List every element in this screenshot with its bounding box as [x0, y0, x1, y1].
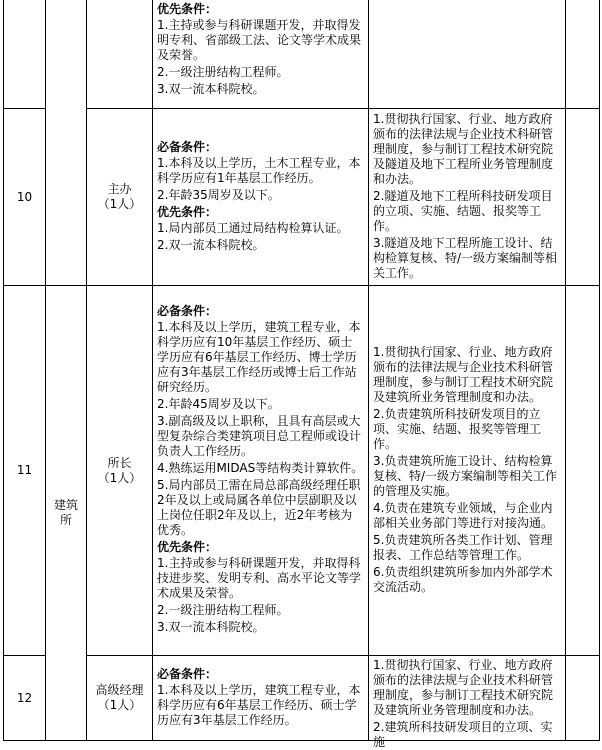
- list-item: 3.双一流本科院校。: [157, 620, 265, 634]
- list-item: 3.双一流本科院校。: [157, 82, 265, 96]
- list-item: 2.一级注册结构工程师。: [157, 65, 289, 79]
- list-item: 6.负责组织建筑所参加内外部学术交流活动。: [373, 564, 553, 594]
- no-cell: [3, 0, 46, 109]
- requirements-cell: 必备条件： 1.本科及以上学历，土木工程专业，本科学历应有1年基层工作经历。 2.年龄35周岁及以下。 优先条件： 1.局内部员工通过局结构检算认证。 2.双一流本科院校。: [152, 108, 369, 286]
- department-cell: [45, 0, 87, 286]
- remarks-cell: [565, 655, 600, 741]
- duties-cell: [368, 285, 566, 656]
- requirements-cell: 必备条件： 1.本科及以上学历，建筑工程专业，本科学历应有10年基层工作经历、硕士学历应有6年基层工作经历、博士学历应有3年基层工作经历或博士后工作站研究经历。 2.年龄45周岁及以下。 3.副高级及以上职称，且具有高层或大型复杂综合类建筑项目总工程师或设计负责人工作经历。 4.熟练运用MIDAS等结构类计算软件。 5.局内部员工需在局总部高级经理任职2年及以上或局属各单位中层副职及以上岗位任职2年及以上，近2年考核为优秀。 优先条件： 1.主持或参与科研课题开发，并取得科技进步奖、发明专利、高水平论文等学术成果及荣誉。 2.一级注册结构工程师。 3.双一流本科院校。: [152, 285, 369, 656]
- remarks-cell: [565, 0, 600, 109]
- no-cell: 12: [3, 655, 46, 741]
- remarks-cell: [565, 285, 600, 656]
- list-item: 5.负责建筑所各类工作计划、管理报表、工作总结等管理工作。: [373, 532, 553, 562]
- list-item: 3.负责建筑所施工设计、结构检算复核、特/一级方案编制等相关工作的管理及实施。: [373, 453, 558, 498]
- list-item: 2.年龄35周岁及以下。: [157, 187, 280, 202]
- duties-cell: [368, 108, 566, 286]
- list-item: 3.隧道及地下工程所施工设计、结构检算复核、特/一级方案编制等相关工作。: [373, 235, 558, 280]
- list-item: 1.贯彻执行国家、行业、地方政府颁布的法律法规与企业技术科研管理制度，参与制订工程技术研究院及建筑所业务管理制度和办法。: [373, 344, 554, 404]
- list-item: 2.双一流本科院校。: [157, 237, 265, 252]
- list-item: 1.贯彻执行国家、行业、地方政府颁布的法律法规与企业技术科研管理制度，参与制订工程技术研究院及隧道及地下工程所业务管理制度和办法。: [373, 111, 554, 186]
- list-item: 1.局内部员工通过局结构检算认证。: [157, 220, 349, 235]
- list-item: 1.本科及以上学历，建筑工程专业，本科学历应有6年基层工作经历、硕士学历应有3年基层工作经历。: [157, 682, 361, 727]
- list-item: 3.副高级及以上职称，且具有高层或大型复杂综合类建筑项目总工程师或设计负责人工作经历。: [157, 414, 362, 458]
- requirements-cell: 优先条件： 1.主持或参与科研课题开发，并取得发明专利、省部级工法、论文等学术成果及荣誉。 2.一级注册结构工程师。 3.双一流本科院校。: [152, 0, 369, 109]
- duties-cell: [368, 655, 566, 749]
- list-item: 4.负责在建筑专业领域，与企业内部相关业务部门等进行对接沟通。: [373, 500, 554, 530]
- list-item: 4.熟练运用MIDAS等结构类计算软件。: [157, 461, 364, 475]
- list-item: 2.年龄45周岁及以下。: [157, 397, 280, 411]
- no-cell: 10: [3, 108, 46, 286]
- department-cell: 建筑所: [45, 285, 87, 741]
- duties-cell: [368, 0, 566, 109]
- position-cell: 主办 （1人）: [86, 108, 153, 286]
- list-item: 1.主持或参与科研课题开发，并取得科技进步奖、发明专利、高水平论文等学术成果及荣誉。: [157, 556, 362, 600]
- no-cell: 11: [3, 285, 46, 656]
- list-item: 2.一级注册结构工程师。: [157, 603, 289, 617]
- list-item: 1.主持或参与科研课题开发，并取得发明专利、省部级工法、论文等学术成果及荣誉。: [157, 18, 362, 62]
- list-item: 1.贯彻执行国家、行业、地方政府颁布的法律法规与企业技术科研管理制度，参与制订工程技术研究院及建筑所业务管理制度和办法。: [373, 658, 554, 717]
- list-item: 2.隧道及地下工程所科技研发项目的立项、实施、结题、报奖等工作。: [373, 188, 553, 233]
- list-item: 1.本科及以上学历，建筑工程专业，本科学历应有10年基层工作经历、硕士学历应有6年基层工作经历、博士学历应有3年基层工作经历或博士后工作站研究经历。: [157, 320, 361, 394]
- list-item: 2.建筑所科技研发项目的立项、实施: [373, 720, 553, 749]
- list-item: 1.本科及以上学历，土木工程专业，本科学历应有1年基层工作经历。: [157, 155, 361, 185]
- position-cell: [86, 0, 153, 109]
- position-cell: 高级经理 （1人）: [86, 655, 153, 741]
- list-item: 5.局内部员工需在局总部高级经理任职2年及以上或局属各单位中层副职及以上岗位任职2年及以上，近2年考核为优秀。: [157, 478, 361, 537]
- remarks-cell: [565, 108, 600, 286]
- position-cell: 所长 （1人）: [86, 285, 153, 656]
- list-item: 2.负责建筑所科技研发项目的立项、实施、结题、报奖等管理工作。: [373, 406, 542, 451]
- requirements-cell: 必备条件： 1.本科及以上学历，建筑工程专业，本科学历应有6年基层工作经历、硕士学历应有3年基层工作经历。: [152, 655, 369, 741]
